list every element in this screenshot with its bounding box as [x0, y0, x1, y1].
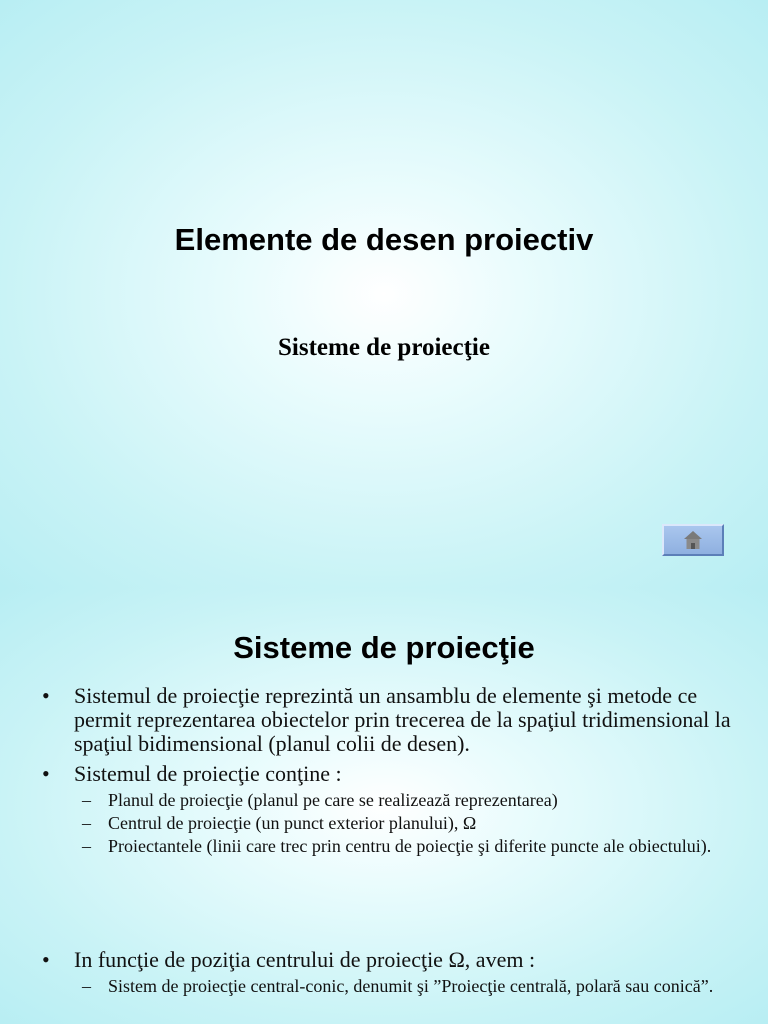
slide-2-title: Sisteme de proiecţie: [233, 630, 535, 665]
slide-1-subtitle: Sisteme de proiecţie: [278, 334, 490, 361]
sub-item: [74, 976, 738, 996]
sub-list: [74, 790, 738, 856]
dash-marker: –: [82, 790, 91, 810]
dash-marker: –: [82, 813, 91, 833]
bullet-marker: •: [42, 683, 50, 708]
bullet-text: Sistemul de proiecţie reprezintă un ansamblu de elemente şi metode ce permit reprezentarea obiectelor prin trecerea de la spaţiul tridimensional la spaţiul bidimensional (planul colii de desen).: [74, 683, 731, 756]
dash-marker: –: [82, 836, 91, 856]
bullet-text: Sistemul de proiecţie conţine :: [74, 761, 342, 786]
slide-1-title: Elemente de desen proiectiv: [174, 222, 594, 257]
sub-item-text: Proiectantele (linii care trec prin centru de poiecţie şi diferite puncte ale obiectului).: [108, 836, 712, 856]
sub-item-text: Planul de proiecţie (planul pe care se realizează reprezentarea): [108, 790, 558, 810]
dash-marker: –: [82, 976, 91, 996]
bullet-item-1: [0, 684, 768, 756]
bullet-list-top: [0, 684, 768, 859]
bullet-text: In funcţie de poziţia centrului de proiecţie Ω, avem :: [74, 947, 536, 972]
home-button[interactable]: [662, 524, 724, 556]
bullet-list-bottom: [0, 948, 768, 999]
slide-2: [0, 588, 768, 1024]
sub-item: [74, 836, 738, 856]
sub-item-text: Centrul de proiecţie (un punct exterior planului), Ω: [108, 813, 477, 833]
sub-item: [74, 790, 738, 810]
bullet-item-3: [0, 948, 768, 996]
bullet-marker: •: [42, 761, 50, 786]
home-icon: [683, 530, 703, 550]
sub-item: [74, 813, 738, 833]
bullet-item-2: [0, 762, 768, 856]
sub-list: [74, 976, 738, 996]
sub-item-text: Sistem de proiecţie central-conic, denumit şi ”Proiecţie centrală, polară sau conică”.: [108, 976, 714, 996]
bullet-marker: •: [42, 947, 50, 972]
